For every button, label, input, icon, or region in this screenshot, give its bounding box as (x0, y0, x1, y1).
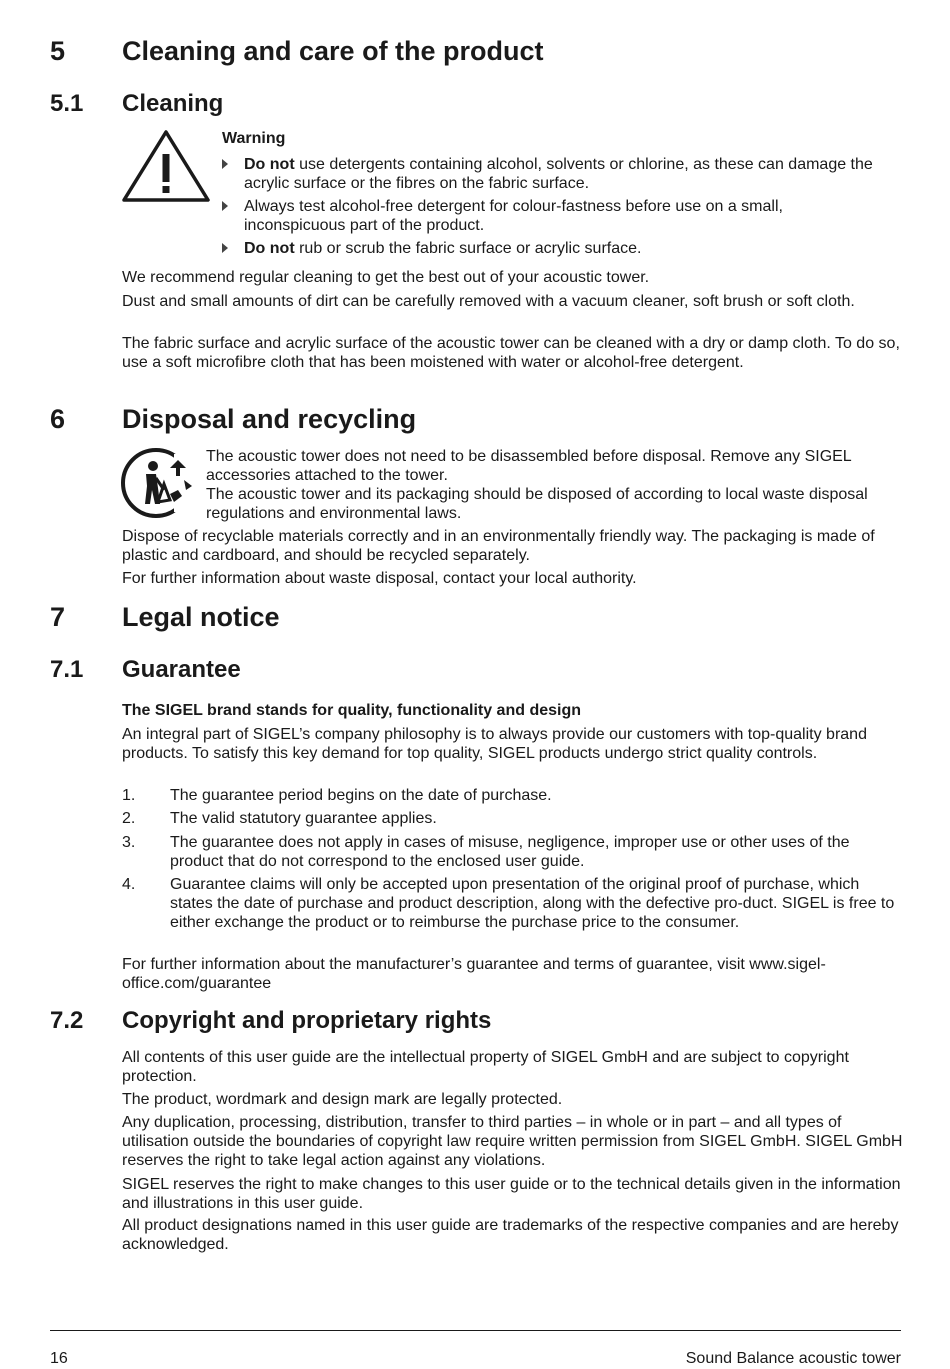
copyright-paragraph: All product designations named in this user guide are trademarks of the respective companies and are hereby acknowledged. (122, 1217, 899, 1253)
copyright-paragraph: SIGEL reserves the right to make changes to this user guide or to the technical details given in the information and illustrations in this user guide. (122, 1176, 901, 1212)
disposal-icon-paragraph: The acoustic tower does not need to be disassembled before disposal. Remove any SIGEL accessories attached to the tower. (206, 448, 852, 484)
section-5-number: 5 (50, 36, 66, 66)
list-number: 4. (122, 876, 136, 893)
warning-title: Warning (222, 130, 286, 147)
section-7-1-title: Guarantee (122, 656, 241, 683)
cleaning-paragraph: Dust and small amounts of dirt can be carefully removed with a vacuum cleaner, soft brush or soft cloth. (122, 293, 855, 310)
list-number: 3. (122, 834, 136, 851)
disposal-icon-paragraph: The acoustic tower and its packaging should be disposed of according to local waste disposal regulations and environmental laws. (206, 486, 868, 522)
copyright-paragraph: The product, wordmark and design mark are legally protected. (122, 1091, 563, 1108)
section-7-1-number: 7.1 (50, 656, 84, 683)
triangle-bullet-icon (222, 201, 228, 211)
section-5-1-title: Cleaning (122, 90, 224, 117)
guarantee-list-item (122, 833, 904, 871)
page-number: 16 (50, 1350, 68, 1367)
recycling-person-icon (120, 446, 198, 520)
cleaning-paragraph: The fabric surface and acrylic surface of the acoustic tower can be cleaned with a dry or damp cloth. To do so, use a soft microfibre cloth that has been moistened with water or alcohol-free detergent. (122, 335, 900, 371)
copyright-paragraph: Any duplication, processing, distribution, transfer to third parties – in whole or in part – and all types of utilisation outside the boundaries of copyright law require written permission from SIGEL GmbH. SIGEL GmbH reserves the right to take legal action against any violations. (122, 1114, 903, 1169)
triangle-bullet-icon (222, 159, 228, 169)
cleaning-paragraph: We recommend regular cleaning to get the best out of your acoustic tower. (122, 269, 650, 286)
guarantee-outro: For further information about the manufacturer’s guarantee and terms of guarantee, visit www.sigel-office.com/guarantee (122, 956, 826, 992)
disposal-paragraph: Dispose of recyclable materials correctly and in an environmentally friendly way. The packaging is made of plastic and cardboard, and should be recycled separately. (122, 528, 875, 564)
section-5-title: Cleaning and care of the product (122, 36, 544, 66)
section-7-2-title: Copyright and proprietary rights (122, 1007, 492, 1034)
section-6-number: 6 (50, 404, 66, 434)
list-text: Guarantee claims will only be accepted upon presentation of the original proof of purchase, which states the date of purchase and product description, along with the defective pro-duct. SIGEL is free to either exchange the product or to reimburse the purchase price to the consumer. (170, 876, 895, 931)
triangle-bullet-icon (222, 243, 228, 253)
warning-item-emphasis: Do not (244, 156, 295, 173)
warning-item-text: use detergents containing alcohol, solvents or chlorine, as these can damage the acrylic surface or the fibres on the fabric surface. (244, 156, 873, 192)
section-6-title: Disposal and recycling (122, 404, 417, 434)
list-number: 1. (122, 787, 136, 804)
list-number: 2. (122, 810, 136, 827)
list-text: The guarantee does not apply in cases of misuse, negligence, improper use or other uses of the product that do not correspond to the enclosed user guide. (170, 834, 850, 870)
guarantee-subheading: The SIGEL brand stands for quality, functionality and design (122, 702, 582, 719)
guarantee-list-item (122, 786, 904, 805)
copyright-paragraph: All contents of this user guide are the intellectual property of SIGEL GmbH and are subject to copyright protection. (122, 1049, 849, 1085)
section-7-2-number: 7.2 (50, 1007, 84, 1034)
warning-item-emphasis: Do not (244, 240, 295, 257)
list-text: The valid statutory guarantee applies. (170, 810, 437, 827)
warning-triangle-icon (120, 128, 212, 204)
section-7-number: 7 (50, 602, 66, 632)
section-7-title: Legal notice (122, 602, 280, 632)
guarantee-list-item (122, 875, 904, 951)
disposal-paragraph: For further information about waste disposal, contact your local authority. (122, 570, 637, 587)
guarantee-list-item (122, 809, 904, 828)
warning-item-text: Always test alcohol-free detergent for colour-fastness before use on a small, inconspicuous part of the product. (244, 198, 783, 234)
footer-product-name: Sound Balance acoustic tower (685, 1350, 901, 1367)
guarantee-intro: An integral part of SIGEL’s company philosophy is to always provide our customers with top-quality brand products. To satisfy this key demand for top quality, SIGEL products undergo strict quality controls. (122, 726, 867, 762)
footer-divider (50, 1330, 901, 1331)
list-text: The guarantee period begins on the date of purchase. (170, 787, 552, 804)
warning-item-text: rub or scrub the fabric surface or acrylic surface. (294, 240, 642, 257)
section-5-1-number: 5.1 (50, 90, 84, 117)
